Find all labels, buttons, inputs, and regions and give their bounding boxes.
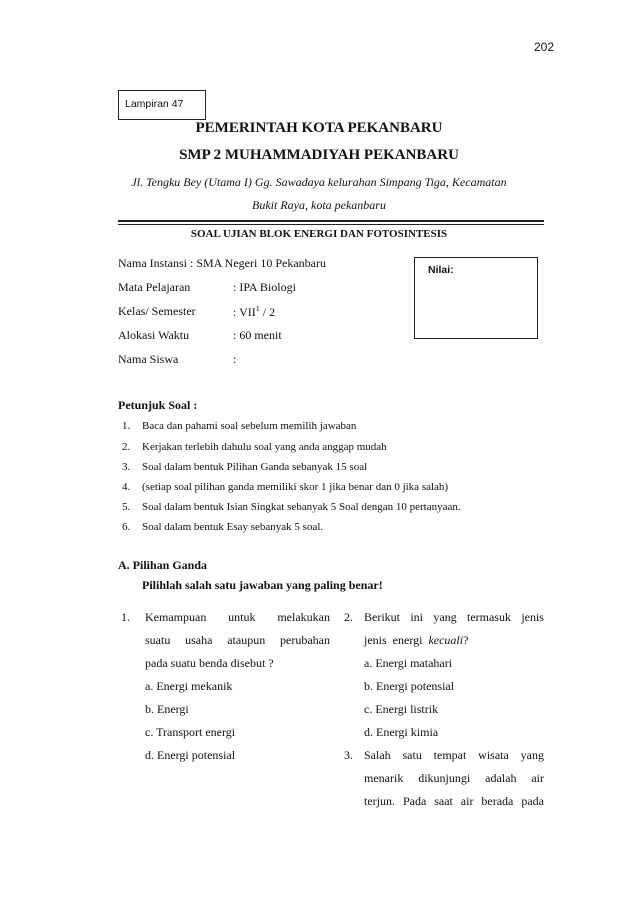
question-2-line-1: Berikut ini yang termasuk jenis — [364, 610, 544, 624]
kelas-value-suffix: / 2 — [259, 305, 276, 319]
instruction-item: 3. Soal dalam bentuk Pilihan Ganda sebanyak 15 soal — [122, 461, 368, 473]
nilai-label: Nilai: — [428, 264, 454, 276]
info-waktu-label: Alokasi Waktu — [118, 328, 190, 342]
info-mapel-label: Mata Pelajaran — [118, 280, 191, 294]
question-3-line-3: terjun. Pada saat air berada pada — [364, 794, 544, 808]
question-3-number: 3. — [344, 748, 353, 762]
question-3-line-2: menarik dikunjungi adalah air — [364, 771, 544, 785]
question-2-number: 2. — [344, 610, 353, 624]
exam-title: SOAL UJIAN BLOK ENERGI DAN FOTOSINTESIS — [190, 228, 448, 240]
question-2-option-d: d. Energi kimia — [364, 725, 439, 739]
government-name: PEMERINTAH KOTA PEKANBARU — [195, 120, 443, 136]
nilai-score-box — [414, 257, 538, 339]
question-1-line-1: Kemampuan untuk melakukan — [145, 610, 330, 624]
info-waktu-value: : 60 menit — [233, 328, 282, 342]
lampiran-label-box: Lampiran 47 — [118, 90, 206, 120]
question-2-option-a: a. Energi matahari — [364, 656, 453, 670]
school-address-line-1: Jl. Tengku Bey (Utama I) Gg. Sawadaya kelurahan Simpang Tiga, Kecamatan — [131, 175, 507, 189]
info-kelas-label: Kelas/ Semester — [118, 304, 196, 318]
instruction-item: 1. Baca dan pahami soal sebelum memilih jawaban — [122, 420, 357, 432]
info-mapel-value: : IPA Biologi — [233, 280, 296, 294]
instructions-title: Petunjuk Soal : — [118, 398, 198, 412]
instruction-item: 2. Kerjakan terlebih dahulu soal yang anda anggap mudah — [122, 441, 387, 453]
instruction-item: 5. Soal dalam bentuk Isian Singkat sebanyak 5 Soal dengan 10 pertanyaan. — [122, 501, 461, 513]
kelas-value-prefix: : VII — [233, 305, 256, 319]
header-divider-thin — [118, 224, 544, 225]
question-1-number: 1. — [121, 610, 130, 624]
question-2-line-2: jenis energi kecuali? — [364, 633, 469, 647]
instruction-item: 4. (setiap soal pilihan ganda memiliki skor 1 jika benar dan 0 jika salah) — [122, 481, 449, 493]
school-name: SMP 2 MUHAMMADIYAH PEKANBARU — [179, 147, 459, 163]
question-3-line-1: Salah satu tempat wisata yang — [364, 748, 544, 762]
page-number: 202 — [533, 40, 554, 54]
section-a-instruction: Pilihlah salah satu jawaban yang paling benar! — [142, 578, 383, 592]
school-address-line-2: Bukit Raya, kota pekanbaru — [252, 198, 386, 212]
header-divider-thick — [118, 220, 544, 222]
question-1-line-3: pada suatu benda disebut ? — [145, 656, 274, 670]
question-1-option-b: b. Energi — [145, 702, 189, 716]
info-kelas-value — [233, 304, 275, 320]
question-1-line-2: suatu usaha ataupun perubahan — [145, 633, 330, 647]
question-1-option-c: c. Transport energi — [145, 725, 236, 739]
kelas-value-superscript: 1 — [255, 304, 260, 313]
instruction-item: 6. Soal dalam bentuk Esay sebanyak 5 soal. — [122, 521, 324, 533]
info-siswa-label: Nama Siswa — [118, 352, 179, 366]
info-siswa-value: : — [233, 352, 237, 366]
section-a-title: A. Pilihan Ganda — [118, 558, 208, 572]
question-2-option-c: c. Energi listrik — [364, 702, 439, 716]
info-instansi: Nama Instansi : SMA Negeri 10 Pekanbaru — [118, 256, 326, 270]
question-2-option-b: b. Energi potensial — [364, 679, 455, 693]
question-1-option-d: d. Energi potensial — [145, 748, 236, 762]
question-1-option-a: a. Energi mekanik — [145, 679, 233, 693]
